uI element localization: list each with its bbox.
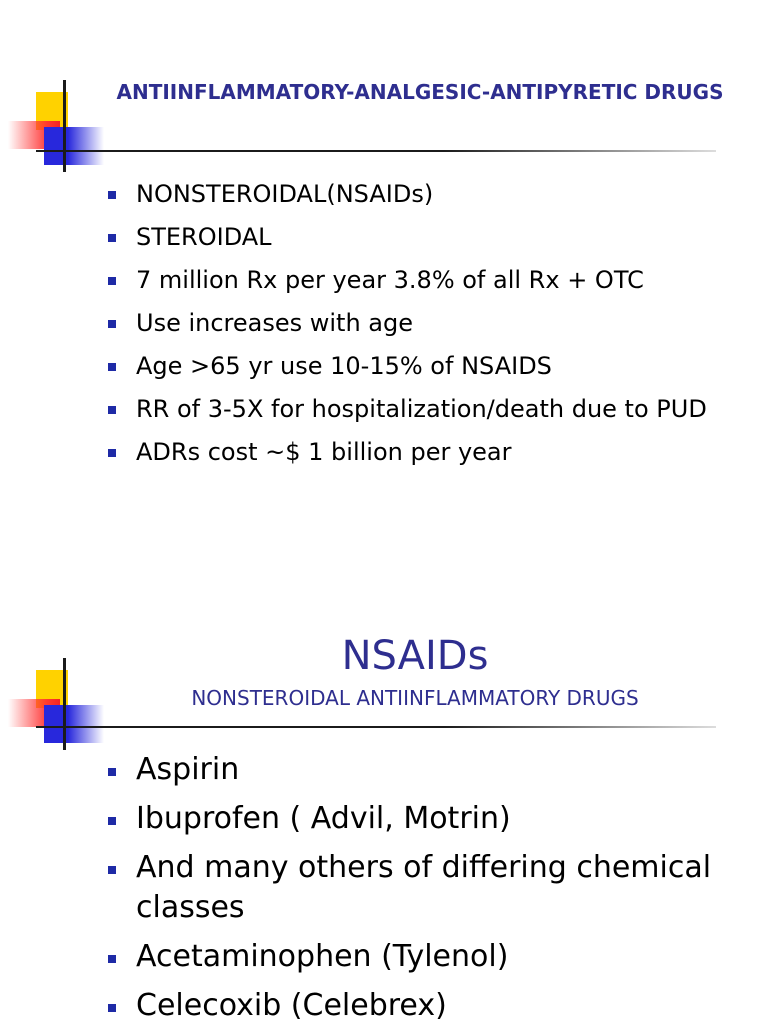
slide-title: NSAIDs <box>341 633 489 679</box>
list-item <box>108 305 748 341</box>
corner-decoration-icon <box>0 80 110 200</box>
blue-square <box>44 127 104 165</box>
vertical-rule <box>63 80 66 172</box>
list-item <box>108 348 748 384</box>
list-item <box>108 848 748 928</box>
vertical-rule <box>63 658 66 750</box>
square-bullet-icon <box>108 320 116 328</box>
list-item-text: RR of 3-5X for hospitalization/death due to PUD <box>136 395 707 423</box>
square-bullet-icon <box>108 191 116 199</box>
list-item-text: Age >65 yr use 10-15% of NSAIDS <box>136 352 552 380</box>
list-item <box>108 219 748 255</box>
list-item-text: Use increases with age <box>136 309 414 337</box>
list-item-text: STEROIDAL <box>136 223 272 251</box>
list-item <box>108 262 748 298</box>
slide-title: ANTIINFLAMMATORY-ANALGESIC-ANTIPYRETIC DRUGS <box>116 80 724 104</box>
list-item-text: Celecoxib (Celebrex) <box>136 988 447 1023</box>
list-item <box>108 986 748 1024</box>
list-item-text: Acetaminophen (Tylenol) <box>136 939 509 974</box>
list-item-text: NONSTEROIDAL(NSAIDs) <box>136 180 434 208</box>
square-bullet-icon <box>108 768 116 776</box>
square-bullet-icon <box>108 817 116 825</box>
title-underline <box>36 150 716 152</box>
list-item <box>108 750 748 790</box>
list-item-text: ADRs cost ~$ 1 billion per year <box>136 438 512 466</box>
list-item-text: Ibuprofen ( Advil, Motrin) <box>136 801 511 836</box>
square-bullet-icon <box>108 449 116 457</box>
slide-2 <box>0 512 768 1024</box>
slide-subtitle: NONSTEROIDAL ANTIINFLAMMATORY DRUGS <box>191 686 639 710</box>
title-underline <box>36 726 716 728</box>
list-item <box>108 176 748 212</box>
bullet-list <box>108 176 748 477</box>
square-bullet-icon <box>108 406 116 414</box>
list-item <box>108 391 748 427</box>
list-item-text: Aspirin <box>136 752 240 787</box>
square-bullet-icon <box>108 866 116 874</box>
square-bullet-icon <box>108 277 116 285</box>
bullet-list <box>108 750 748 1024</box>
list-item-text: 7 million Rx per year 3.8% of all Rx + OTC <box>136 266 644 294</box>
square-bullet-icon <box>108 1004 116 1012</box>
square-bullet-icon <box>108 363 116 371</box>
square-bullet-icon <box>108 955 116 963</box>
list-item <box>108 434 748 470</box>
list-item-text: And many others of differing chemical classes <box>136 850 712 925</box>
list-item <box>108 799 748 839</box>
blue-square <box>44 705 104 743</box>
corner-decoration-icon <box>0 658 110 778</box>
square-bullet-icon <box>108 234 116 242</box>
list-item <box>108 937 748 977</box>
